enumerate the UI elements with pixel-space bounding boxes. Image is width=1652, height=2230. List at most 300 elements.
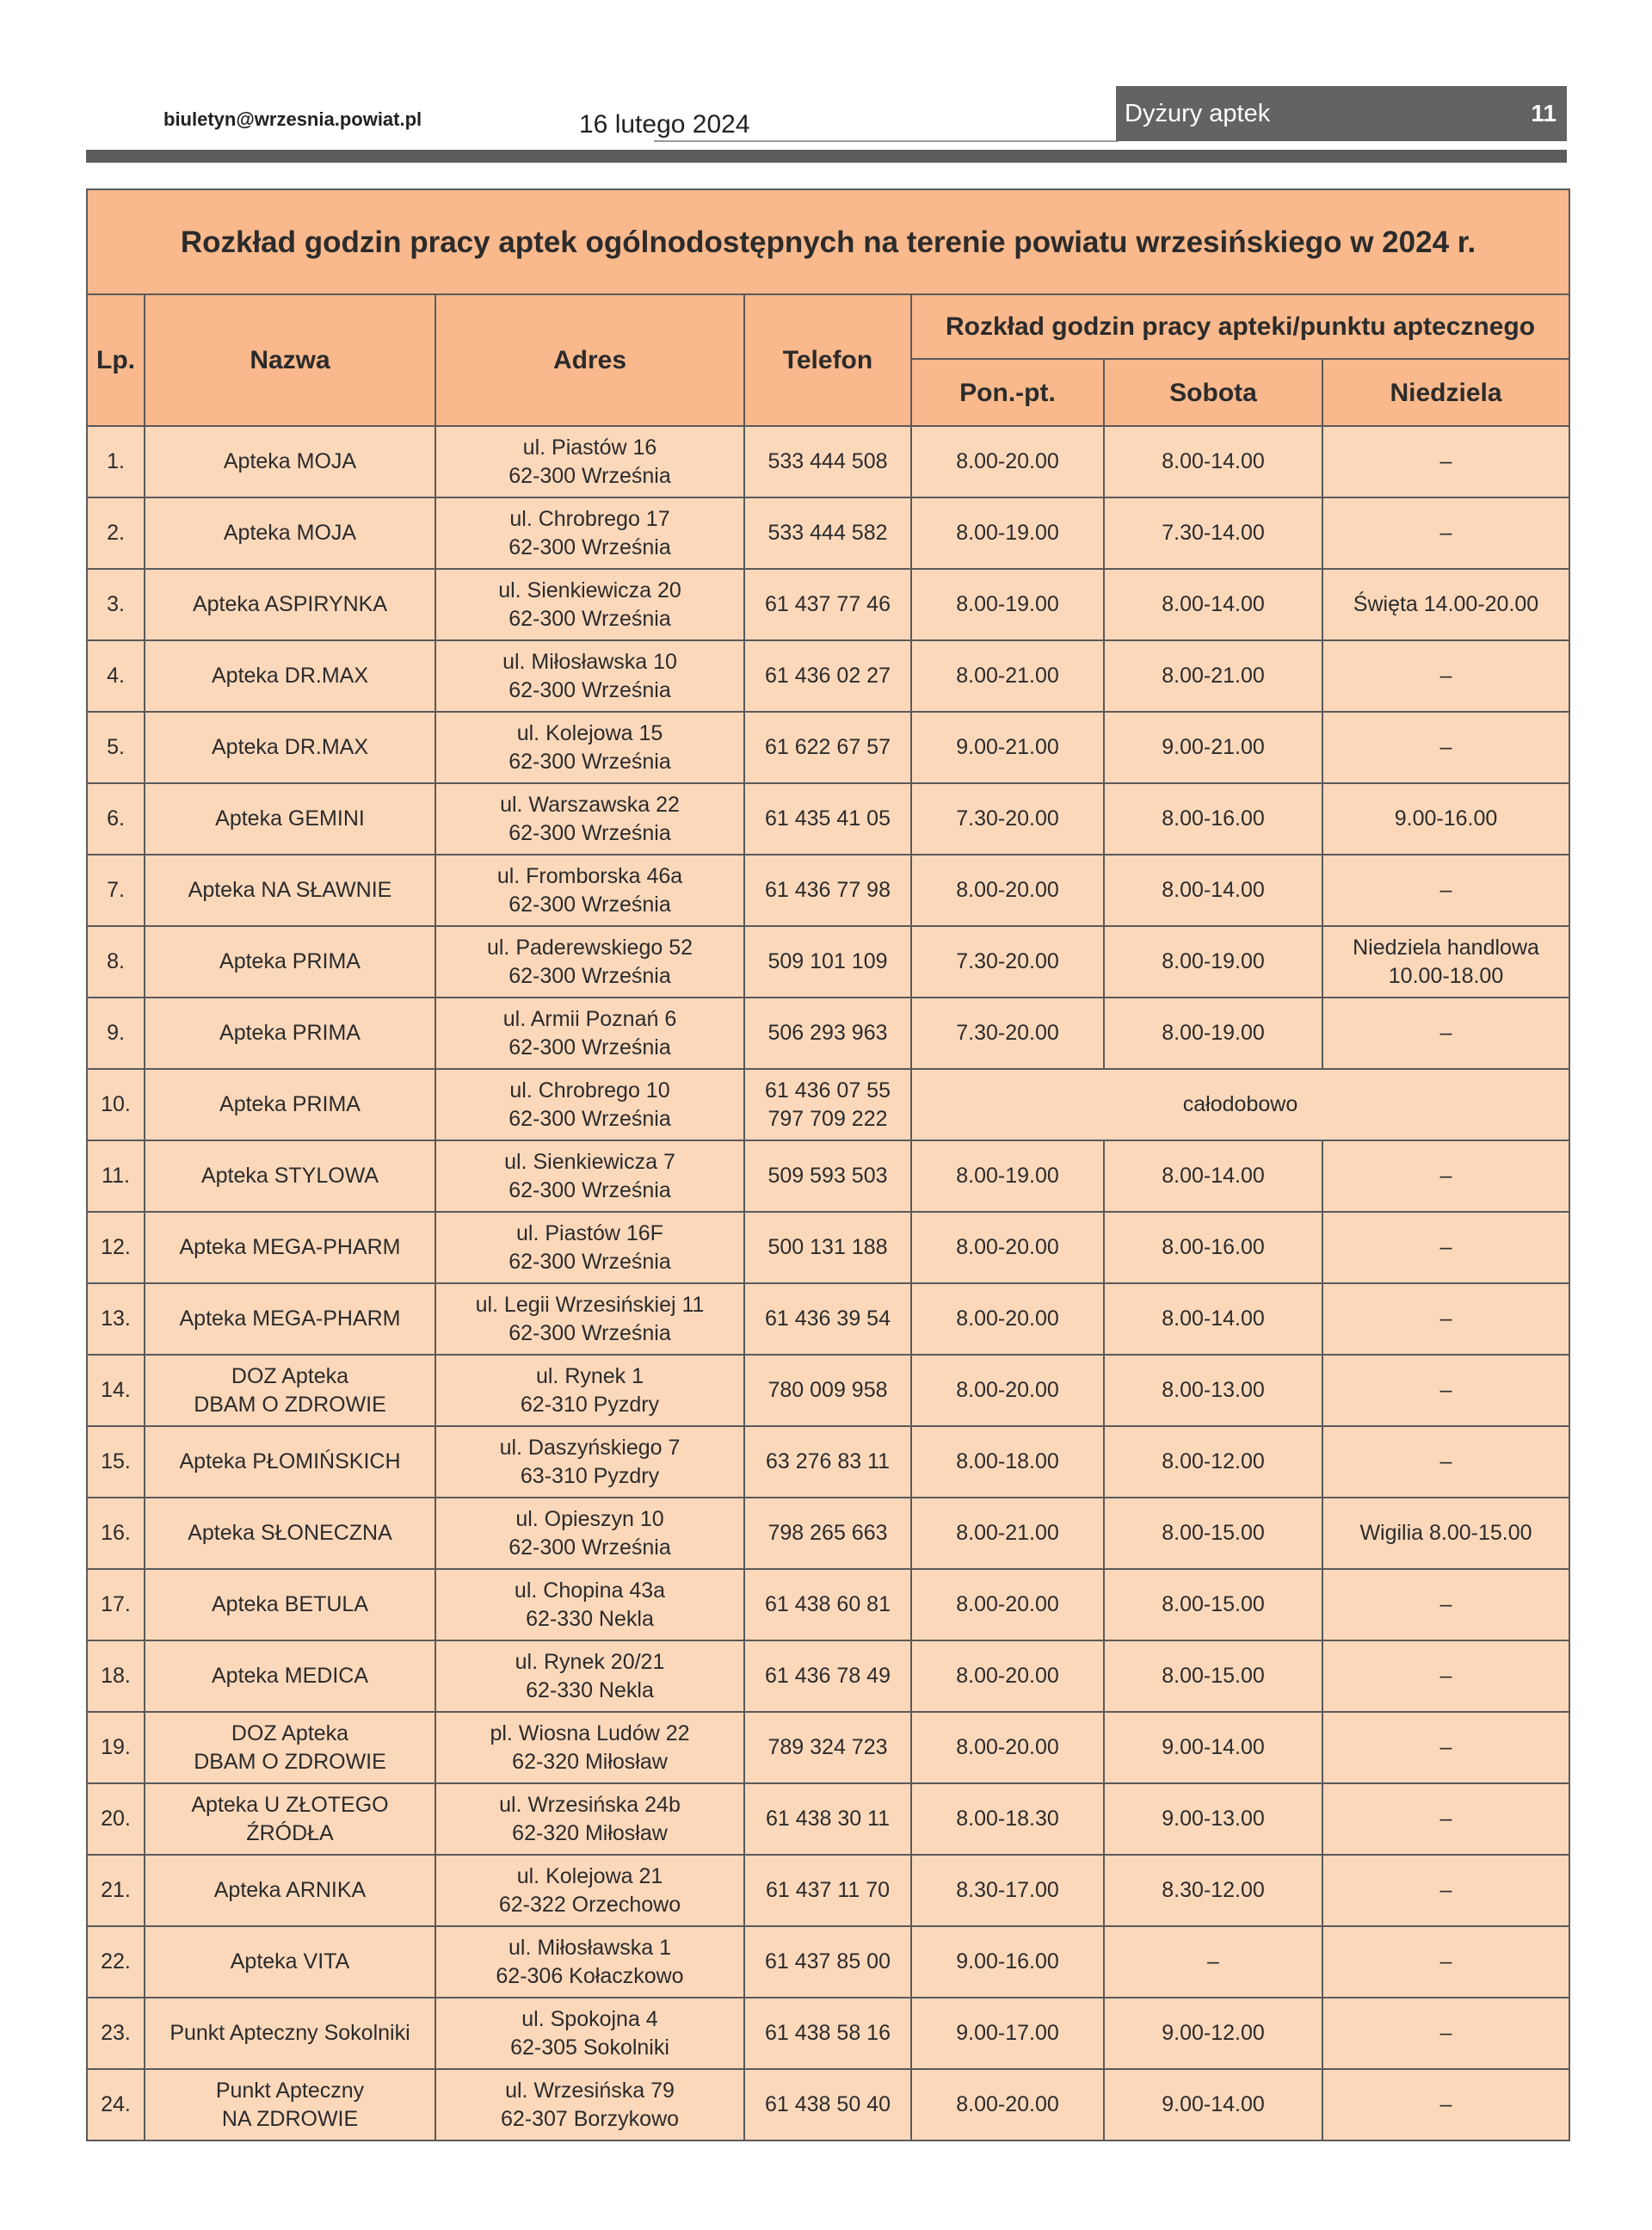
hours-saturday: – xyxy=(1104,1926,1322,1998)
pharmacy-address-line: ul. Wrzesińska 24b xyxy=(499,1792,681,1817)
hours-sunday xyxy=(1322,1998,1569,2069)
col-header-phone: Telefon xyxy=(744,294,911,426)
pharmacy-name-line: NA ZDROWIE xyxy=(221,2106,359,2131)
hours-sunday-line: – xyxy=(1439,1592,1452,1616)
pharmacy-address-line: pl. Wiosna Ludów 22 xyxy=(490,1720,690,1745)
row-number: 11. xyxy=(87,1140,145,1212)
pharmacy-name-line: Apteka NA SŁAWNIE xyxy=(188,878,392,902)
hours-sunday-line: – xyxy=(1439,878,1452,902)
hours-sunday-line: 10.00-18.00 xyxy=(1388,963,1504,988)
pharmacy-phone-line: 63 276 83 11 xyxy=(765,1449,891,1473)
pharmacy-name-line: Punkt Apteczny xyxy=(215,2078,365,2103)
pharmacy-address-line: 62-300 Września xyxy=(509,1106,671,1131)
hours-saturday: 8.00-14.00 xyxy=(1104,1283,1322,1355)
pharmacy-phone xyxy=(744,1140,911,1212)
row-number: 14. xyxy=(87,1355,145,1426)
hours-sunday-line: – xyxy=(1439,1235,1452,1259)
pharmacy-address-line: 62-306 Kołaczkowo xyxy=(496,1963,684,1988)
pharmacy-address-line: 62-300 Września xyxy=(509,1177,671,1202)
pharmacy-name-line: Apteka STYLOWA xyxy=(200,1164,379,1188)
pharmacy-address-line: ul. Opieszyn 10 xyxy=(515,1506,664,1531)
row-number: 15. xyxy=(87,1426,145,1498)
pharmacy-phone xyxy=(744,855,911,926)
table-row xyxy=(87,1069,1569,1140)
row-number: 17. xyxy=(87,1569,145,1640)
hours-sunday xyxy=(1322,783,1569,855)
table-row xyxy=(87,855,1569,926)
hours-saturday: 9.00-14.00 xyxy=(1104,1712,1322,1783)
hours-weekdays: 8.30-17.00 xyxy=(911,1855,1104,1926)
hours-all-day: całodobowo xyxy=(911,1069,1569,1140)
pharmacy-phone-line: 533 444 582 xyxy=(767,521,888,545)
table-row xyxy=(87,2069,1569,2140)
row-number: 10. xyxy=(87,1069,145,1140)
hours-sunday xyxy=(1322,1426,1569,1498)
table-row xyxy=(87,1926,1569,1998)
pharmacy-address-line: 62-305 Sokolniki xyxy=(510,2035,669,2060)
hours-sunday-line: – xyxy=(1439,2021,1452,2045)
col-header-saturday: Sobota xyxy=(1104,359,1322,426)
row-number: 1. xyxy=(87,426,145,497)
hours-saturday: 8.00-19.00 xyxy=(1104,998,1322,1069)
pharmacy-phone xyxy=(744,1355,911,1426)
pharmacy-name-line: DBAM O ZDROWIE xyxy=(194,1392,386,1417)
hours-sunday-line: – xyxy=(1439,1664,1452,1688)
table-row xyxy=(87,1426,1569,1498)
hours-sunday xyxy=(1322,1283,1569,1355)
pharmacy-address-line: 63-310 Pyzdry xyxy=(520,1463,660,1488)
pharmacy-name-line: Apteka VITA xyxy=(230,1949,350,1974)
pharmacy-name-line: Apteka SŁONECZNA xyxy=(188,1521,392,1545)
hours-saturday: 8.00-12.00 xyxy=(1104,1426,1322,1498)
pharmacy-phone-line: 533 444 508 xyxy=(767,449,888,473)
pharmacy-address-line: ul. Rynek 20/21 xyxy=(515,1649,665,1674)
pharmacy-name-line: Apteka DR.MAX xyxy=(211,735,368,759)
hours-weekdays: 8.00-20.00 xyxy=(911,2069,1104,2140)
pharmacy-address-line: ul. Legii Wrzesińskiej 11 xyxy=(475,1292,705,1317)
pharmacy-address-line: ul. Armii Poznań 6 xyxy=(502,1006,677,1031)
hours-sunday-line: – xyxy=(1439,1021,1452,1045)
hours-weekdays: 9.00-17.00 xyxy=(911,1998,1104,2069)
pharmacy-phone-line: 61 437 85 00 xyxy=(765,1949,891,1974)
pharmacy-phone xyxy=(744,1426,911,1498)
hours-saturday: 8.00-19.00 xyxy=(1104,926,1322,998)
hours-weekdays: 8.00-20.00 xyxy=(911,426,1104,497)
hours-weekdays: 8.00-20.00 xyxy=(911,1712,1104,1783)
pharmacy-name xyxy=(145,1926,435,1998)
pharmacy-phone-line: 509 101 109 xyxy=(767,949,888,973)
hours-weekdays: 7.30-20.00 xyxy=(911,783,1104,855)
pharmacy-address-line: 62-320 Miłosław xyxy=(512,1820,668,1845)
pharmacy-name-line: Apteka MEGA-PHARM xyxy=(179,1306,401,1331)
table-row xyxy=(87,1569,1569,1640)
row-number: 19. xyxy=(87,1712,145,1783)
pharmacy-address-line: ul. Warszawska 22 xyxy=(500,792,680,817)
pharmacy-phone xyxy=(744,1926,911,1998)
hours-sunday-line: – xyxy=(1439,664,1452,688)
pharmacy-address xyxy=(435,998,744,1069)
pharmacy-address-line: 62-300 Września xyxy=(509,463,671,488)
pharmacy-phone-line: 61 438 60 81 xyxy=(765,1592,891,1616)
page-number: 11 xyxy=(1531,100,1556,127)
pharmacy-address xyxy=(435,1569,744,1640)
hours-sunday xyxy=(1322,1355,1569,1426)
pharmacy-name xyxy=(145,2069,435,2140)
pharmacy-address-line: ul. Chrobrego 10 xyxy=(509,1078,670,1103)
pharmacy-phone-line: 780 009 958 xyxy=(767,1378,888,1402)
pharmacy-name-line: DBAM O ZDROWIE xyxy=(194,1749,386,1774)
pharmacy-address-line: 62-322 Orzechowo xyxy=(498,1892,681,1917)
pharmacy-phone-line: 61 436 78 49 xyxy=(765,1664,891,1688)
pharmacy-phone-line: 509 593 503 xyxy=(767,1164,888,1188)
pharmacy-phone xyxy=(744,998,911,1069)
hours-sunday xyxy=(1322,569,1569,640)
row-number: 23. xyxy=(87,1998,145,2069)
pharmacy-phone xyxy=(744,497,911,569)
pharmacy-name xyxy=(145,1569,435,1640)
pharmacy-name xyxy=(145,640,435,712)
pharmacy-name-line: Apteka PRIMA xyxy=(219,949,361,973)
pharmacy-name-line: Apteka MEDICA xyxy=(211,1664,368,1688)
table-row xyxy=(87,1998,1569,2069)
pharmacy-address-line: ul. Rynek 1 xyxy=(535,1363,644,1388)
pharmacy-name xyxy=(145,712,435,783)
pharmacy-name xyxy=(145,1212,435,1283)
pharmacy-schedule-table xyxy=(86,188,1570,2141)
pharmacy-address xyxy=(435,1855,744,1926)
hours-sunday xyxy=(1322,855,1569,926)
hours-sunday xyxy=(1322,1926,1569,1998)
hours-sunday-line: Wigilia 8.00-15.00 xyxy=(1359,1521,1532,1545)
pharmacy-phone-line: 61 436 39 54 xyxy=(765,1306,891,1331)
pharmacy-name xyxy=(145,783,435,855)
pharmacy-name xyxy=(145,1069,435,1140)
pharmacy-name-line: Apteka GEMINI xyxy=(215,806,365,831)
pharmacy-address-line: ul. Wrzesińska 79 xyxy=(505,2078,675,2103)
pharmacy-phone xyxy=(744,1712,911,1783)
pharmacy-address-line: 62-307 Borzykowo xyxy=(500,2106,680,2131)
pharmacy-address-line: ul. Chrobrego 17 xyxy=(509,506,670,531)
col-header-schedule: Rozkład godzin pracy apteki/punktu aptecznego xyxy=(911,294,1569,359)
hours-weekdays: 9.00-21.00 xyxy=(911,712,1104,783)
pharmacy-address-line: ul. Kolejowa 15 xyxy=(516,720,663,745)
hours-weekdays: 8.00-19.00 xyxy=(911,1140,1104,1212)
hours-saturday: 8.00-21.00 xyxy=(1104,640,1322,712)
pharmacy-address xyxy=(435,1498,744,1569)
table-row xyxy=(87,497,1569,569)
pharmacy-address-line: 62-300 Września xyxy=(509,1535,671,1560)
pharmacy-phone-line: 61 436 07 55 xyxy=(765,1078,891,1103)
pharmacy-address xyxy=(435,569,744,640)
table-row xyxy=(87,1355,1569,1426)
pharmacy-name-line: Apteka PŁOMIŃSKICH xyxy=(179,1449,401,1473)
pharmacy-phone-line: 797 709 222 xyxy=(767,1106,888,1131)
hours-weekdays: 7.30-20.00 xyxy=(911,998,1104,1069)
row-number: 21. xyxy=(87,1855,145,1926)
hours-weekdays: 8.00-20.00 xyxy=(911,1355,1104,1426)
pharmacy-address-line: ul. Spokojna 4 xyxy=(521,2006,658,2031)
hours-saturday: 8.00-16.00 xyxy=(1104,1212,1322,1283)
hours-weekdays: 8.00-18.30 xyxy=(911,1783,1104,1855)
pharmacy-address xyxy=(435,1926,744,1998)
pharmacy-name-line: Apteka ARNIKA xyxy=(213,1878,367,1902)
pharmacy-name-line: DOZ Apteka xyxy=(231,1363,349,1388)
pharmacy-address-line: 62-300 Września xyxy=(509,1249,671,1274)
hours-sunday xyxy=(1322,1783,1569,1855)
hours-saturday: 8.00-14.00 xyxy=(1104,855,1322,926)
hours-sunday xyxy=(1322,1640,1569,1712)
pharmacy-name-line: Apteka PRIMA xyxy=(219,1092,361,1116)
pharmacy-name xyxy=(145,426,435,497)
hours-weekdays: 8.00-20.00 xyxy=(911,1640,1104,1712)
hours-sunday-line: – xyxy=(1439,1949,1452,1974)
col-header-weekdays: Pon.-pt. xyxy=(911,359,1104,426)
pharmacy-name xyxy=(145,998,435,1069)
pharmacy-phone-line: 500 131 188 xyxy=(767,1235,888,1259)
pharmacy-address xyxy=(435,712,744,783)
pharmacy-address-line: 62-300 Września xyxy=(509,534,671,559)
row-number: 7. xyxy=(87,855,145,926)
col-header-lp: Lp. xyxy=(87,294,145,426)
hours-weekdays: 8.00-21.00 xyxy=(911,640,1104,712)
pharmacy-phone-line: 61 622 67 57 xyxy=(765,735,891,759)
hours-saturday: 8.00-14.00 xyxy=(1104,569,1322,640)
pharmacy-name xyxy=(145,1355,435,1426)
table-row xyxy=(87,1283,1569,1355)
hours-saturday: 9.00-13.00 xyxy=(1104,1783,1322,1855)
pharmacy-address-line: 62-300 Września xyxy=(509,677,671,702)
pharmacy-name-line: DOZ Apteka xyxy=(231,1720,349,1745)
hours-saturday: 8.00-14.00 xyxy=(1104,1140,1322,1212)
pharmacy-phone xyxy=(744,1212,911,1283)
col-header-address: Adres xyxy=(435,294,744,426)
hours-sunday xyxy=(1322,998,1569,1069)
pharmacy-phone xyxy=(744,640,911,712)
pharmacy-address-line: ul. Fromborska 46a xyxy=(496,863,683,888)
pharmacy-address-line: ul. Piastów 16F xyxy=(516,1220,663,1245)
hours-saturday: 9.00-14.00 xyxy=(1104,2069,1322,2140)
pharmacy-phone-line: 61 435 41 05 xyxy=(765,806,891,831)
table-row xyxy=(87,1855,1569,1926)
pharmacy-address-line: 62-300 Września xyxy=(509,606,671,631)
pharmacy-address-line: 62-300 Września xyxy=(509,820,671,845)
hours-sunday xyxy=(1322,1855,1569,1926)
hours-sunday-line: – xyxy=(1439,1306,1452,1331)
hours-sunday-line: – xyxy=(1439,2092,1452,2116)
pharmacy-address xyxy=(435,1283,744,1355)
hours-weekdays: 8.00-20.00 xyxy=(911,1283,1104,1355)
table-row xyxy=(87,1783,1569,1855)
hours-sunday-line: Niedziela handlowa xyxy=(1353,935,1539,960)
pharmacy-address-line: 62-300 Września xyxy=(509,1320,671,1345)
hours-weekdays: 8.00-21.00 xyxy=(911,1498,1104,1569)
pharmacy-address-line: ul. Sienkiewicza 20 xyxy=(498,578,681,602)
pharmacy-address xyxy=(435,1712,744,1783)
row-number: 4. xyxy=(87,640,145,712)
pharmacy-name-line: Punkt Apteczny Sokolniki xyxy=(170,2021,410,2045)
pharmacy-phone xyxy=(744,1283,911,1355)
pharmacy-address-line: ul. Miłosławska 1 xyxy=(509,1935,671,1960)
pharmacy-name-line: ŹRÓDŁA xyxy=(246,1820,334,1845)
pharmacy-phone-line: 61 437 77 46 xyxy=(765,592,891,616)
pharmacy-address xyxy=(435,1426,744,1498)
pharmacy-name-line: Apteka ASPIRYNKA xyxy=(192,592,388,616)
row-number: 8. xyxy=(87,926,145,998)
pharmacy-address xyxy=(435,1140,744,1212)
hours-saturday: 7.30-14.00 xyxy=(1104,497,1322,569)
table-row xyxy=(87,640,1569,712)
hours-sunday xyxy=(1322,1498,1569,1569)
table-row xyxy=(87,1140,1569,1212)
pharmacy-address xyxy=(435,1212,744,1283)
row-number: 2. xyxy=(87,497,145,569)
pharmacy-phone xyxy=(744,1998,911,2069)
pharmacy-phone-line: 61 436 77 98 xyxy=(765,878,891,902)
hours-sunday xyxy=(1322,497,1569,569)
pharmacy-name xyxy=(145,1998,435,2069)
pharmacy-address-line: ul. Daszyńskiego 7 xyxy=(499,1435,681,1460)
pharmacy-phone xyxy=(744,1783,911,1855)
hours-weekdays: 9.00-16.00 xyxy=(911,1926,1104,1998)
pharmacy-phone xyxy=(744,1498,911,1569)
pharmacy-name-line: Apteka U ZŁOTEGO xyxy=(191,1792,389,1817)
pharmacy-phone xyxy=(744,712,911,783)
pharmacy-name xyxy=(145,1712,435,1783)
pharmacy-name xyxy=(145,1283,435,1355)
hours-weekdays: 8.00-19.00 xyxy=(911,569,1104,640)
hours-saturday: 9.00-12.00 xyxy=(1104,1998,1322,2069)
table-row xyxy=(87,426,1569,497)
table-row xyxy=(87,1212,1569,1283)
hours-saturday: 9.00-21.00 xyxy=(1104,712,1322,783)
pharmacy-address-line: ul. Miłosławska 10 xyxy=(502,649,677,674)
hours-sunday-line: Święta 14.00-20.00 xyxy=(1353,592,1539,616)
row-number: 9. xyxy=(87,998,145,1069)
pharmacy-phone xyxy=(744,426,911,497)
pharmacy-phone xyxy=(744,1569,911,1640)
hours-sunday xyxy=(1322,1140,1569,1212)
table-row xyxy=(87,998,1569,1069)
hours-sunday-line: – xyxy=(1439,1735,1452,1759)
hours-sunday xyxy=(1322,926,1569,998)
pharmacy-phone xyxy=(744,569,911,640)
table-row xyxy=(87,926,1569,998)
pharmacy-address xyxy=(435,1998,744,2069)
row-number: 16. xyxy=(87,1498,145,1569)
hours-sunday xyxy=(1322,712,1569,783)
col-header-name: Nazwa xyxy=(145,294,435,426)
hours-sunday xyxy=(1322,426,1569,497)
pharmacy-address xyxy=(435,1640,744,1712)
pharmacy-address xyxy=(435,783,744,855)
row-number: 12. xyxy=(87,1212,145,1283)
pharmacy-address-line: ul. Sienkiewicza 7 xyxy=(504,1149,675,1174)
pharmacy-address xyxy=(435,426,744,497)
pharmacy-name xyxy=(145,497,435,569)
hours-weekdays: 7.30-20.00 xyxy=(911,926,1104,998)
pharmacy-address xyxy=(435,1069,744,1140)
contact-email[interactable]: biuletyn@wrzesnia.powiat.pl xyxy=(163,108,422,130)
pharmacy-phone xyxy=(744,2069,911,2140)
pharmacy-name-line: Apteka MEGA-PHARM xyxy=(179,1235,401,1259)
hours-weekdays: 8.00-20.00 xyxy=(911,1212,1104,1283)
pharmacy-address xyxy=(435,855,744,926)
pharmacy-address-line: 62-320 Miłosław xyxy=(512,1749,668,1774)
pharmacy-phone-line: 789 324 723 xyxy=(767,1735,888,1759)
row-number: 6. xyxy=(87,783,145,855)
pharmacy-name-line: Apteka MOJA xyxy=(223,449,357,473)
hours-sunday-line: – xyxy=(1439,735,1452,759)
pharmacy-phone-line: 61 438 58 16 xyxy=(765,2021,891,2045)
pharmacy-address-line: ul. Piastów 16 xyxy=(522,435,657,460)
pharmacy-phone-line: 61 438 30 11 xyxy=(765,1807,891,1831)
hours-saturday: 8.00-15.00 xyxy=(1104,1640,1322,1712)
hours-sunday xyxy=(1322,1569,1569,1640)
hours-weekdays: 8.00-18.00 xyxy=(911,1426,1104,1498)
hours-saturday: 8.00-15.00 xyxy=(1104,1569,1322,1640)
hours-weekdays: 8.00-20.00 xyxy=(911,855,1104,926)
pharmacy-name-line: Apteka BETULA xyxy=(211,1592,369,1616)
pharmacy-phone xyxy=(744,1069,911,1140)
table-row xyxy=(87,1640,1569,1712)
hours-sunday-line: – xyxy=(1439,449,1452,473)
hours-saturday: 8.00-13.00 xyxy=(1104,1355,1322,1426)
pharmacy-address-line: 62-330 Nekla xyxy=(526,1606,654,1631)
pharmacy-name xyxy=(145,1498,435,1569)
section-name: Dyżury aptek xyxy=(1125,99,1271,127)
pharmacy-phone-line: 61 438 50 40 xyxy=(765,2092,891,2116)
pharmacy-address xyxy=(435,926,744,998)
hours-sunday xyxy=(1322,640,1569,712)
pharmacy-name-line: Apteka DR.MAX xyxy=(211,664,368,688)
row-number: 13. xyxy=(87,1283,145,1355)
pharmacy-name-line: Apteka PRIMA xyxy=(219,1021,361,1045)
header-rule xyxy=(86,150,1567,163)
pharmacy-name xyxy=(145,569,435,640)
hours-weekdays: 8.00-20.00 xyxy=(911,1569,1104,1640)
pharmacy-address-line: ul. Chopina 43a xyxy=(514,1578,666,1603)
hours-sunday-line: – xyxy=(1439,521,1452,545)
pharmacy-address-line: 62-300 Września xyxy=(509,1035,671,1059)
row-number: 3. xyxy=(87,569,145,640)
hours-saturday: 8.00-14.00 xyxy=(1104,426,1322,497)
pharmacy-phone-line: 506 293 963 xyxy=(767,1021,888,1045)
row-number: 24. xyxy=(87,2069,145,2140)
row-number: 18. xyxy=(87,1640,145,1712)
pharmacy-phone-line: 798 265 663 xyxy=(767,1521,888,1545)
hours-sunday-line: – xyxy=(1439,1378,1452,1402)
pharmacy-name xyxy=(145,1426,435,1498)
table-body xyxy=(87,426,1569,2140)
pharmacy-address-line: 62-300 Września xyxy=(509,749,671,774)
table-row xyxy=(87,1498,1569,1569)
pharmacy-phone xyxy=(744,1640,911,1712)
table-row xyxy=(87,1712,1569,1783)
pharmacy-phone-line: 61 436 02 27 xyxy=(765,664,891,688)
pharmacy-address-line: 62-300 Września xyxy=(509,892,671,917)
hours-sunday xyxy=(1322,1212,1569,1283)
pharmacy-address xyxy=(435,1783,744,1855)
date-underline xyxy=(654,140,1119,142)
hours-weekdays: 8.00-19.00 xyxy=(911,497,1104,569)
pharmacy-name xyxy=(145,926,435,998)
hours-saturday: 8.00-16.00 xyxy=(1104,783,1322,855)
hours-sunday-line: – xyxy=(1439,1449,1452,1473)
hours-sunday xyxy=(1322,2069,1569,2140)
hours-sunday-line: – xyxy=(1439,1878,1452,1902)
issue-date: 16 lutego 2024 xyxy=(579,110,750,139)
hours-saturday: 8.30-12.00 xyxy=(1104,1855,1322,1926)
